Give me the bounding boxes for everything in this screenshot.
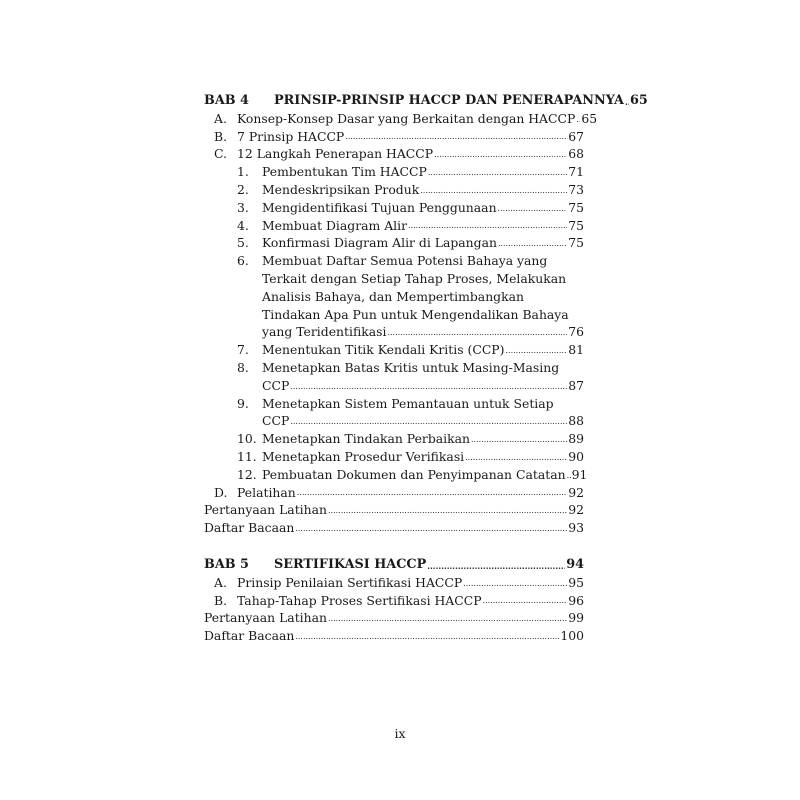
toc-entry[interactable] bbox=[204, 609, 584, 627]
toc-entry[interactable] bbox=[204, 341, 584, 359]
toc-entry-title: Membuat Diagram Alir bbox=[262, 217, 407, 233]
toc-entry-number: 11. bbox=[237, 448, 257, 464]
dot-leader bbox=[297, 488, 567, 498]
toc-entry[interactable] bbox=[204, 430, 584, 448]
toc-entry-number: 12. bbox=[237, 466, 257, 482]
toc-entry-page: 88 bbox=[568, 413, 584, 429]
page-number: ix bbox=[394, 726, 406, 741]
dot-leader bbox=[428, 168, 567, 178]
toc-entry-page: 81 bbox=[568, 342, 584, 358]
toc-entry-title: 7 Prinsip HACCP bbox=[237, 128, 345, 144]
dot-leader bbox=[387, 328, 567, 338]
toc-entry-page: 100 bbox=[560, 628, 584, 644]
toc-entry[interactable] bbox=[204, 395, 584, 413]
dot-leader bbox=[427, 561, 565, 571]
toc-entry-title: Pertanyaan Latihan bbox=[204, 502, 327, 518]
toc-entry[interactable] bbox=[204, 323, 584, 341]
toc-entry[interactable] bbox=[204, 181, 584, 199]
toc-entry-page: 65 bbox=[581, 110, 598, 126]
toc-entry-title: Tindakan Apa Pun untuk Mengendalikan Bahaya bbox=[262, 306, 569, 322]
dot-leader bbox=[434, 150, 567, 160]
toc-entry-page: 75 bbox=[568, 199, 584, 215]
toc-entry-number: 2. bbox=[237, 181, 249, 197]
toc-entry-title: Daftar Bacaan bbox=[204, 628, 295, 644]
dot-leader bbox=[567, 471, 571, 481]
toc-entry[interactable] bbox=[204, 556, 584, 574]
toc-entry-title: Pertanyaan Latihan bbox=[204, 610, 327, 626]
toc-entry[interactable] bbox=[204, 145, 584, 163]
toc-entry-title: SERTIFIKASI HACCP bbox=[274, 556, 427, 572]
toc-entry-number: 3. bbox=[237, 199, 249, 215]
toc-entry-title: Konfirmasi Diagram Alir di Lapangan bbox=[262, 235, 497, 251]
toc-entry-page: 68 bbox=[568, 146, 584, 162]
table-of-contents bbox=[204, 92, 648, 645]
toc-entry[interactable] bbox=[204, 574, 584, 592]
toc-entry-title: 12 Langkah Penerapan HACCP bbox=[237, 146, 434, 162]
toc-entry-number: 5. bbox=[237, 235, 249, 251]
dot-leader bbox=[345, 132, 567, 142]
toc-entry-title: Prinsip Penilaian Sertifikasi HACCP bbox=[237, 574, 463, 590]
toc-entry-title: Pembuatan Dokumen dan Penyimpanan Catatan bbox=[262, 466, 566, 482]
dot-leader bbox=[463, 579, 567, 589]
dot-leader bbox=[471, 435, 567, 445]
toc-entry-page: 65 bbox=[629, 93, 648, 108]
toc-entry-page: 94 bbox=[566, 556, 584, 572]
toc-entry-title: Terkait dengan Setiap Tahap Proses, Melakukan bbox=[262, 270, 567, 286]
toc-entry[interactable] bbox=[204, 519, 584, 537]
toc-entry-number: BAB 4 bbox=[204, 93, 249, 108]
toc-entry[interactable] bbox=[204, 288, 584, 306]
toc-entry-title: Menetapkan Batas Kritis untuk Masing-Masing bbox=[262, 359, 560, 375]
toc-entry[interactable] bbox=[204, 377, 584, 395]
toc-entry[interactable] bbox=[204, 412, 584, 430]
toc-entry-number: C. bbox=[214, 146, 227, 162]
toc-entry-number: 1. bbox=[237, 164, 249, 180]
toc-entry-page: 67 bbox=[568, 128, 584, 144]
toc-entry-number: 6. bbox=[237, 253, 249, 269]
toc-entry-number: A. bbox=[214, 574, 227, 590]
toc-entry[interactable] bbox=[204, 163, 584, 181]
toc-entry[interactable] bbox=[204, 128, 584, 146]
toc-entry[interactable] bbox=[204, 484, 584, 502]
dot-leader bbox=[328, 614, 567, 624]
dot-leader bbox=[408, 221, 567, 231]
toc-entry[interactable] bbox=[204, 501, 584, 519]
toc-entry-title: Pelatihan bbox=[237, 484, 296, 500]
toc-entry-number: D. bbox=[214, 484, 228, 500]
toc-entry-number: 7. bbox=[237, 342, 249, 358]
toc-entry[interactable] bbox=[204, 466, 588, 484]
toc-entry-title: Tahap-Tahap Proses Sertifikasi HACCP bbox=[237, 592, 482, 608]
dot-leader bbox=[328, 506, 567, 516]
toc-entry-page: 91 bbox=[571, 466, 588, 482]
dot-leader bbox=[483, 596, 568, 606]
toc-entry[interactable] bbox=[204, 217, 584, 235]
toc-entry-number: 9. bbox=[237, 395, 249, 411]
dot-leader bbox=[290, 382, 567, 392]
toc-entry-title: CCP bbox=[262, 413, 290, 429]
toc-entry-number: A. bbox=[214, 110, 227, 126]
toc-entry-title: Menetapkan Prosedur Verifikasi bbox=[262, 448, 465, 464]
toc-entry-page: 92 bbox=[568, 484, 584, 500]
toc-entry-page: 96 bbox=[568, 592, 584, 608]
toc-entry-title: Daftar Bacaan bbox=[204, 520, 295, 536]
toc-entry-title: yang Teridentifikasi bbox=[262, 324, 387, 340]
dot-leader bbox=[295, 632, 559, 642]
dot-leader bbox=[420, 186, 567, 196]
toc-entry-number: B. bbox=[214, 128, 228, 144]
toc-entry-title: Konsep-Konsep Dasar yang Berkaitan dengan HACCP bbox=[237, 110, 576, 126]
dot-leader bbox=[465, 453, 567, 463]
toc-entry[interactable] bbox=[204, 306, 584, 324]
toc-entry-title: Membuat Daftar Semua Potensi Bahaya yang bbox=[262, 253, 548, 269]
toc-entry-title: Mendeskripsikan Produk bbox=[262, 181, 420, 197]
toc-entry-title: Pembentukan Tim HACCP bbox=[262, 164, 427, 180]
toc-entry-page: 71 bbox=[568, 164, 584, 180]
toc-entry-page: 76 bbox=[568, 324, 584, 340]
toc-entry-number: 8. bbox=[237, 359, 249, 375]
toc-entry-title: Mengidentifikasi Tujuan Penggunaan bbox=[262, 199, 497, 215]
toc-entry-page: 87 bbox=[568, 377, 584, 393]
toc-entry[interactable] bbox=[204, 592, 584, 610]
toc-entry-page: 99 bbox=[568, 610, 584, 626]
dot-leader bbox=[576, 115, 580, 125]
toc-entry-title: Analisis Bahaya, dan Mempertimbangkan bbox=[262, 288, 524, 304]
dot-leader bbox=[295, 524, 567, 534]
toc-entry-page: 73 bbox=[568, 181, 584, 197]
toc-entry-page: 89 bbox=[568, 431, 584, 447]
toc-entry-title: CCP bbox=[262, 377, 290, 393]
toc-entry-page: 95 bbox=[568, 574, 584, 590]
dot-leader bbox=[498, 239, 567, 249]
toc-entry[interactable] bbox=[204, 359, 584, 377]
toc-entry-number: 4. bbox=[237, 217, 249, 233]
toc-entry-page: 93 bbox=[568, 520, 584, 536]
toc-entry[interactable] bbox=[204, 110, 598, 128]
toc-entry[interactable] bbox=[204, 199, 584, 217]
toc-entry-title: PRINSIP-PRINSIP HACCP DAN PENERAPANNYA bbox=[274, 93, 624, 108]
toc-entry-page: 75 bbox=[568, 217, 584, 233]
toc-entry-title: Menetapkan Sistem Pemantauan untuk Setiap bbox=[262, 395, 554, 411]
toc-entry[interactable] bbox=[204, 92, 648, 110]
dot-leader bbox=[505, 346, 567, 356]
toc-entry-title: Menentukan Titik Kendali Kritis (CCP) bbox=[262, 342, 505, 358]
dot-leader bbox=[625, 97, 629, 107]
toc-entry-title: Menetapkan Tindakan Perbaikan bbox=[262, 431, 470, 447]
toc-entry[interactable] bbox=[204, 252, 584, 270]
toc-entry-number: 10. bbox=[237, 431, 257, 447]
toc-entry[interactable] bbox=[204, 270, 584, 288]
toc-entry[interactable] bbox=[204, 448, 584, 466]
dot-leader bbox=[498, 204, 568, 214]
toc-entry-page: 92 bbox=[568, 502, 584, 518]
toc-entry-page: 90 bbox=[568, 448, 584, 464]
toc-entry[interactable] bbox=[204, 234, 584, 252]
toc-entry-number: B. bbox=[214, 592, 228, 608]
toc-entry[interactable] bbox=[204, 627, 584, 645]
toc-entry-page: 75 bbox=[568, 235, 584, 251]
dot-leader bbox=[290, 417, 567, 427]
toc-entry-number: BAB 5 bbox=[204, 556, 249, 572]
